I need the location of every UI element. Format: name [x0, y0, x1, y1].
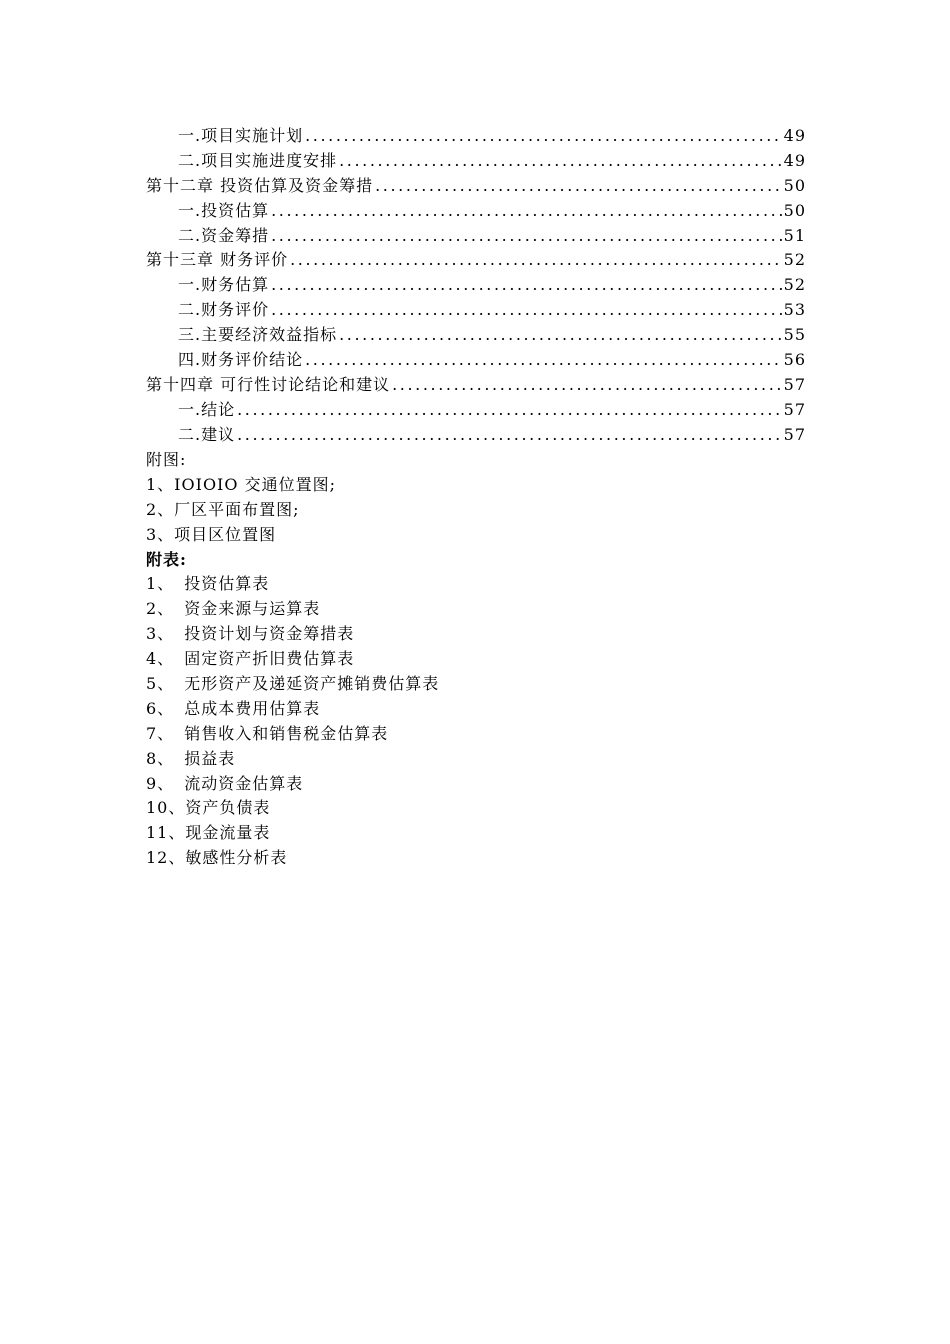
table-list-item: [146, 647, 806, 672]
toc-entry-title: 四.财务评价结论: [178, 350, 304, 370]
toc-leader-dots: [339, 149, 782, 174]
toc-entry-title: 三.主要经济效益指标: [178, 325, 338, 345]
toc-entry-title: 第十二章 投资估算及资金筹措: [146, 175, 374, 195]
toc-entry-page: 52: [783, 250, 806, 270]
table-list-label: 现金流量表: [185, 823, 271, 843]
figure-list-item: 1、IOIOIO 交通位置图;: [146, 474, 336, 494]
toc-entry-page: 50: [783, 200, 806, 220]
toc-entry-title: 一.投资估算: [178, 200, 270, 220]
toc-entry-page: 56: [783, 350, 806, 370]
toc-entry[interactable]: [146, 348, 806, 373]
toc-leader-dots: [392, 373, 782, 398]
toc-leader-dots: [271, 224, 782, 249]
toc-leader-dots: [339, 323, 782, 348]
toc-entry[interactable]: [146, 423, 806, 448]
table-list-number: 8、: [146, 748, 175, 768]
table-list-number: 3、: [146, 624, 175, 644]
table-list-item: [146, 747, 806, 772]
appendix-section: [146, 448, 806, 871]
toc-leader-dots: [305, 348, 782, 373]
table-list-label: 无形资产及递延资产摊销费估算表: [184, 674, 440, 694]
toc-entry-page: 55: [783, 325, 806, 345]
table-list-item: [146, 622, 806, 647]
toc-entry-title: 二.建议: [178, 424, 236, 444]
table-list-label: 销售收入和销售税金估算表: [184, 723, 389, 743]
toc-entry[interactable]: [146, 323, 806, 348]
toc-entry-page: 57: [783, 374, 806, 394]
toc-entry[interactable]: [146, 124, 806, 149]
toc-entry[interactable]: [146, 149, 806, 174]
toc-entry-title: 第十四章 可行性讨论结论和建议: [146, 374, 391, 394]
table-list-item: [146, 796, 806, 821]
table-list-number: 12、: [146, 848, 186, 868]
table-list-number: 6、: [146, 698, 175, 718]
toc-leader-dots: [305, 124, 782, 149]
table-list-item: [146, 697, 806, 722]
toc-entry-page: 49: [783, 150, 806, 170]
toc-entry-page: 53: [783, 300, 806, 320]
toc-entry-title: 二.资金筹措: [178, 225, 270, 245]
table-list-number: 11、: [146, 823, 186, 843]
table-list-label: 敏感性分析表: [185, 848, 288, 868]
figure-list-item: 2、厂区平面布置图;: [146, 499, 300, 519]
toc-entry[interactable]: [146, 298, 806, 323]
table-list-label: 资金来源与运算表: [184, 599, 321, 619]
table-list-label: 损益表: [184, 748, 236, 768]
table-list-label: 流动资金估算表: [184, 773, 304, 793]
table-list-number: 4、: [146, 649, 175, 669]
table-list-number: 1、: [146, 574, 175, 594]
toc-leader-dots: [237, 423, 782, 448]
figures-heading: 附图:: [146, 450, 187, 469]
toc-entry-title: 二.财务评价: [178, 300, 270, 320]
toc-entry-page: 49: [783, 126, 806, 145]
table-list-number: 7、: [146, 723, 175, 743]
toc-chapter-entry[interactable]: [146, 174, 806, 199]
toc-entry[interactable]: [146, 199, 806, 224]
toc-entry-title: 二.项目实施进度安排: [178, 150, 338, 170]
table-list-number: 2、: [146, 599, 175, 619]
toc-chapter-entry[interactable]: [146, 248, 806, 273]
toc-entry-page: 57: [783, 399, 806, 419]
toc-leader-dots: [271, 298, 782, 323]
table-list-label: 投资估算表: [184, 574, 270, 594]
table-list-item: [146, 597, 806, 622]
toc-entry-page: 51: [783, 225, 806, 245]
toc-leader-dots: [271, 199, 782, 224]
toc-leader-dots: [290, 248, 782, 273]
toc-entry-title: 一.财务估算: [178, 275, 270, 295]
table-list-item: [146, 572, 806, 597]
toc-entry[interactable]: [146, 398, 806, 423]
table-list-number: 5、: [146, 674, 175, 694]
toc-entry[interactable]: [146, 224, 806, 249]
figure-list-item: 3、项目区位置图: [146, 524, 277, 544]
toc-leader-dots: [375, 174, 782, 199]
table-list-item: [146, 672, 806, 697]
toc-entry-title: 一.项目实施计划: [178, 126, 304, 145]
table-list-label: 资产负债表: [185, 798, 271, 818]
table-of-contents: [146, 124, 806, 448]
toc-entry-page: 52: [783, 275, 806, 295]
toc-leader-dots: [237, 398, 782, 423]
toc-leader-dots: [271, 273, 782, 298]
table-list-label: 投资计划与资金筹措表: [184, 624, 355, 644]
toc-entry-page: 57: [783, 424, 806, 444]
table-list-label: 总成本费用估算表: [184, 698, 321, 718]
toc-entry-page: 50: [783, 175, 806, 195]
table-list-number: 9、: [146, 773, 175, 793]
table-list-item: [146, 722, 806, 747]
toc-chapter-entry[interactable]: [146, 373, 806, 398]
table-list-item: [146, 772, 806, 797]
table-list-item: [146, 821, 806, 846]
toc-entry-title: 第十三章 财务评价: [146, 250, 289, 270]
toc-entry[interactable]: [146, 273, 806, 298]
toc-entry-title: 一.结论: [178, 399, 236, 419]
tables-heading: 附表:: [146, 549, 187, 569]
table-list-item: [146, 846, 806, 871]
table-list-number: 10、: [146, 798, 186, 818]
table-list-label: 固定资产折旧费估算表: [184, 649, 355, 669]
